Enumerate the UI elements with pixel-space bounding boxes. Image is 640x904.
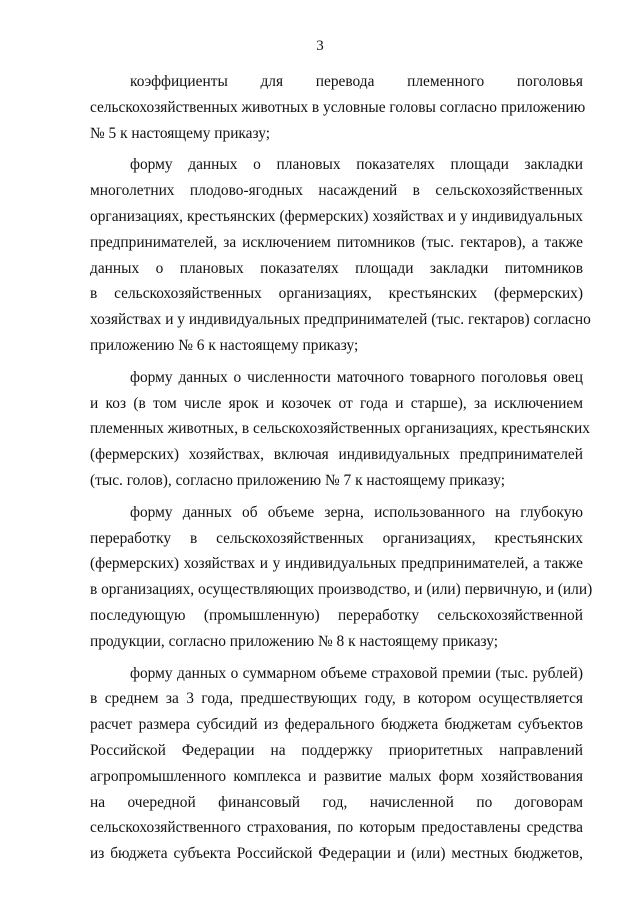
text-line: № 5 к настоящему приказу; xyxy=(90,124,271,142)
text-line: в организациях, осуществляющих производство, и (или) первичную, и (или) xyxy=(90,581,593,599)
document-body xyxy=(90,69,593,873)
text-line: хозяйствах и у индивидуальных предпринимателей (тыс. гектаров) согласно xyxy=(90,311,591,329)
text-line: расчет размера субсидий из федерального бюджета бюджетам субъектов xyxy=(90,716,583,734)
paragraph xyxy=(90,152,591,358)
text-line: продукции, согласно приложению № 8 к настоящему приказу; xyxy=(90,632,499,650)
text-line: форму данных о численности маточного товарного поголовья овец xyxy=(130,368,583,386)
paragraph xyxy=(90,365,590,494)
text-line: и коз (в том числе ярок и козочек от года и старше), за исключением xyxy=(90,394,583,412)
text-line: данных о плановых показателях площади закладки питомников xyxy=(90,259,583,277)
text-line: форму данных о суммарном объеме страховой премии (тыс. рублей) xyxy=(130,664,583,682)
text-line: организациях, крестьянских (фермерских) хозяйствах и у индивидуальных xyxy=(90,207,583,225)
text-line: переработку в сельскохозяйственных организациях, крестьянских xyxy=(90,529,583,547)
text-line: форму данных о плановых показателях площади закладки xyxy=(130,156,583,174)
text-line: сельскохозяйственного страхования, по которым предоставлены средства xyxy=(90,819,583,837)
paragraph xyxy=(90,661,583,867)
text-line: форму данных об объеме зерна, использованного на глубокую xyxy=(130,503,583,521)
text-line: из бюджета субъекта Российской Федерации и (или) местных бюджетов, xyxy=(90,845,583,863)
text-line: коэффициенты для перевода племенного поголовья xyxy=(130,73,583,90)
text-line: последующую (промышленную) переработку сельскохозяйственной xyxy=(90,606,583,624)
text-line: (тыс. голов), согласно приложению № 7 к настоящему приказу; xyxy=(90,471,506,489)
text-line: сельскохозяйственных животных в условные головы согласно приложению xyxy=(90,98,586,116)
text-line: на очередной финансовый год, начисленной по договорам xyxy=(90,793,583,811)
text-line: (фермерских) хозяйствах и у индивидуальных предпринимателей, а также xyxy=(90,555,583,573)
text-line: Российской Федерации на поддержку приоритетных направлений xyxy=(90,741,583,759)
text-line: многолетних плодово-ягодных насаждений в сельскохозяйственных xyxy=(90,182,583,200)
paragraph xyxy=(90,500,593,655)
text-line: агропромышленного комплекса и развитие малых форм хозяйствования xyxy=(90,767,583,785)
text-line: приложению № 6 к настоящему приказу; xyxy=(90,336,359,354)
text-line: (фермерских) хозяйствах, включая индивидуальных предпринимателей xyxy=(90,446,583,464)
text-line: предпринимателей, за исключением питомников (тыс. гектаров), а также xyxy=(90,233,583,251)
text-line: в сельскохозяйственных организациях, крестьянских (фермерских) xyxy=(90,285,583,303)
text-line: племенных животных, в сельскохозяйственных организациях, крестьянских xyxy=(90,420,590,438)
paragraph xyxy=(90,69,586,146)
text-line: в среднем за 3 года, предшествующих году, в котором осуществляется xyxy=(90,690,583,708)
page-number: 3 xyxy=(316,38,324,54)
